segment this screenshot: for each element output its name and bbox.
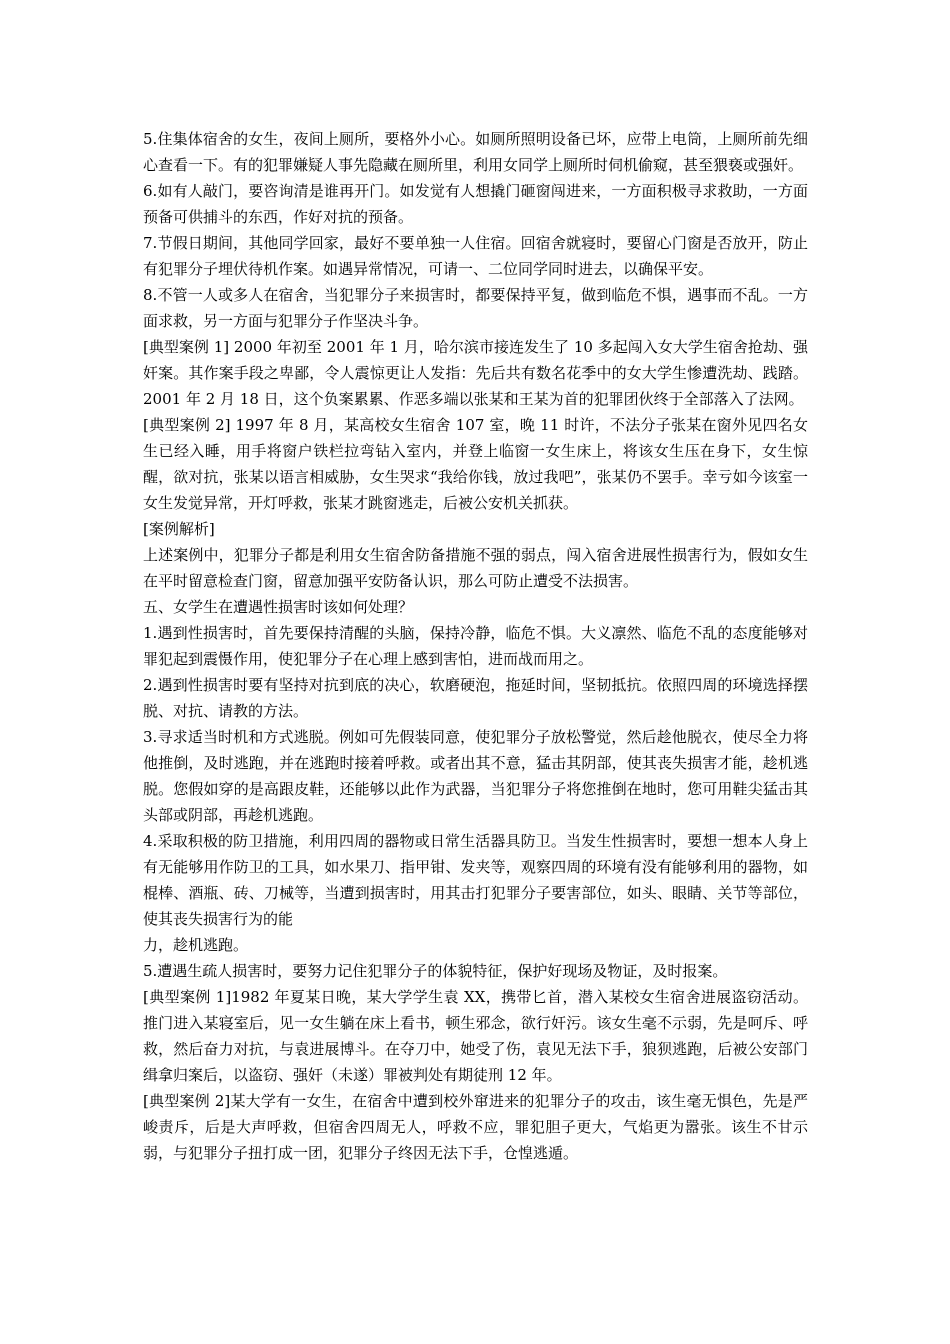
paragraph-case-3: [典型案例 1]1982 年夏某日晚，某大学学生袁 XX，携带匕首，潜入某校女生宿舍进展盗窃活动。推门进入某寝室后，见一女生躺在床上看书，顿生邪念，欲行奸污。该女生毫不示弱，先是呵斥、呼救，然后奋力对抗，与袁进展博斗。在夺刀中，她受了伤，袁见无法下手，狼狈逃跑，后被公安部门缉拿归案后，以盗窃、强奸（未遂）罪被判处有期徒刑 12 年。 xyxy=(143,988,808,1084)
paragraph-tip-7: 7.节假日期间，其他同学回家，最好不要单独一人住宿。回宿舍就寝时，要留心门窗是否放开，防止有犯罪分子埋伏待机作案。如遇异常情况，可请一、二位同学同时进去，以确保平安。 xyxy=(143,234,808,278)
paragraph-tip-6: 6.如有人敲门，要咨询清是谁再开门。如发觉有人想撬门砸窗闯进来，一方面积极寻求救助，一方面预备可供捕斗的东西，作好对抗的预备。 xyxy=(143,182,808,226)
paragraph-response-2: 2.遇到性损害时要有坚持对抗到底的决心，软磨硬泡，拖延时间，坚韧抵抗。依照四周的环境选择摆脱、对抗、请教的方法。 xyxy=(143,676,808,720)
paragraph-response-4-continued: 力，趁机逃跑。 xyxy=(143,936,249,954)
paragraph-tip-8: 8.不管一人或多人在宿舍，当犯罪分子来损害时，都要保持平复，做到临危不惧，遇事而不乱。一方面求救，另一方面与犯罪分子作坚决斗争。 xyxy=(143,286,808,330)
paragraph-response-4: 4.采取积极的防卫措施，利用四周的器物或日常生活器具防卫。当发生性损害时，要想一想本人身上有无能够用作防卫的工具，如水果刀、指甲钳、发夹等，观察四周的环境有没有能够利用的器物，如棍棒、酒瓶、砖、刀械等，当遭到损害时，用其击打犯罪分子要害部位，如头、眼睛、关节等部位，使其丧失损害行为的能 xyxy=(143,832,808,928)
document-body xyxy=(143,126,808,1166)
paragraph-response-5: 5.遭遇生疏人损害时，要努力记住犯罪分子的体貌特征，保护好现场及物证，及时报案。 xyxy=(143,962,728,980)
paragraph-case-4: [典型案例 2]某大学有一女生，在宿舍中遭到校外窜进来的犯罪分子的攻击，该生毫无惧色，先是严峻责斥，后是大声呼救，但宿舍四周无人，呼救不应，罪犯胆子更大，气焰更为嚣张。该生不甘示弱，与犯罪分子扭打成一团，犯罪分子终因无法下手，仓惶逃遁。 xyxy=(143,1092,808,1162)
paragraph-response-3: 3.寻求适当时机和方式逃脱。例如可先假装同意，使犯罪分子放松警觉，然后趁他脱衣，使尽全力将他推倒，及时逃跑，并在逃跑时接着呼救。或者出其不意，猛击其阴部，使其丧失损害才能，趁机逃脱。您假如穿的是高跟皮鞋，还能够以此作为武器，当犯罪分子将您推倒在地时，您可用鞋尖猛击其头部或阴部，再趁机逃跑。 xyxy=(143,728,808,824)
paragraph-response-1: 1.遇到性损害时，首先要保持清醒的头脑，保持冷静，临危不惧。大义凛然、临危不乱的态度能够对罪犯起到震慑作用，使犯罪分子在心理上感到害怕，进而战而用之。 xyxy=(143,624,808,668)
paragraph-case-analysis: 上述案例中，犯罪分子都是利用女生宿舍防备措施不强的弱点，闯入宿舍进展性损害行为，假如女生在平时留意检查门窗，留意加强平安防备认识，那么可防止遭受不法损害。 xyxy=(143,546,808,590)
paragraph-case-analysis-heading: [案例解析] xyxy=(143,520,215,538)
paragraph-case-1: [典型案例 1] 2000 年初至 2001 年 1 月，哈尔滨市接连发生了 10 多起闯入女大学生宿舍抢劫、强奸案。其作案手段之卑鄙，令人震惊更让人发指：先后共有数名花季中的女大学生惨遭洗劫、践踏。2001 年 2 月 18 日，这个负案累累、作恶多端以张某和王某为首的犯罪团伙终于全部落入了法网。 xyxy=(143,338,808,408)
section-heading-five: 五、女学生在遭遇性损害时该如何处理？ xyxy=(143,598,414,616)
paragraph-case-2: [典型案例 2] 1997 年 8 月，某高校女生宿舍 107 室，晚 11 时许，不法分子张某在窗外见四名女生已经入睡，用手将窗户铁栏拉弯钻入室内，并登上临窗一女生床上，将该女生压在身下，女生惊醒，欲对抗，张某以语言相威胁，女生哭求“我给你钱，放过我吧”，张某仍不罢手。幸亏如今该室一女生发觉异常，开灯呼救，张某才跳窗逃走，后被公安机关抓获。 xyxy=(143,416,808,512)
paragraph-tip-5: 5.住集体宿舍的女生，夜间上厕所，要格外小心。如厕所照明设备已坏，应带上电筒，上厕所前先细心查看一下。有的犯罪嫌疑人事先隐藏在厕所里，利用女同学上厕所时伺机偷窥，甚至猥亵或强奸。 xyxy=(143,130,808,174)
